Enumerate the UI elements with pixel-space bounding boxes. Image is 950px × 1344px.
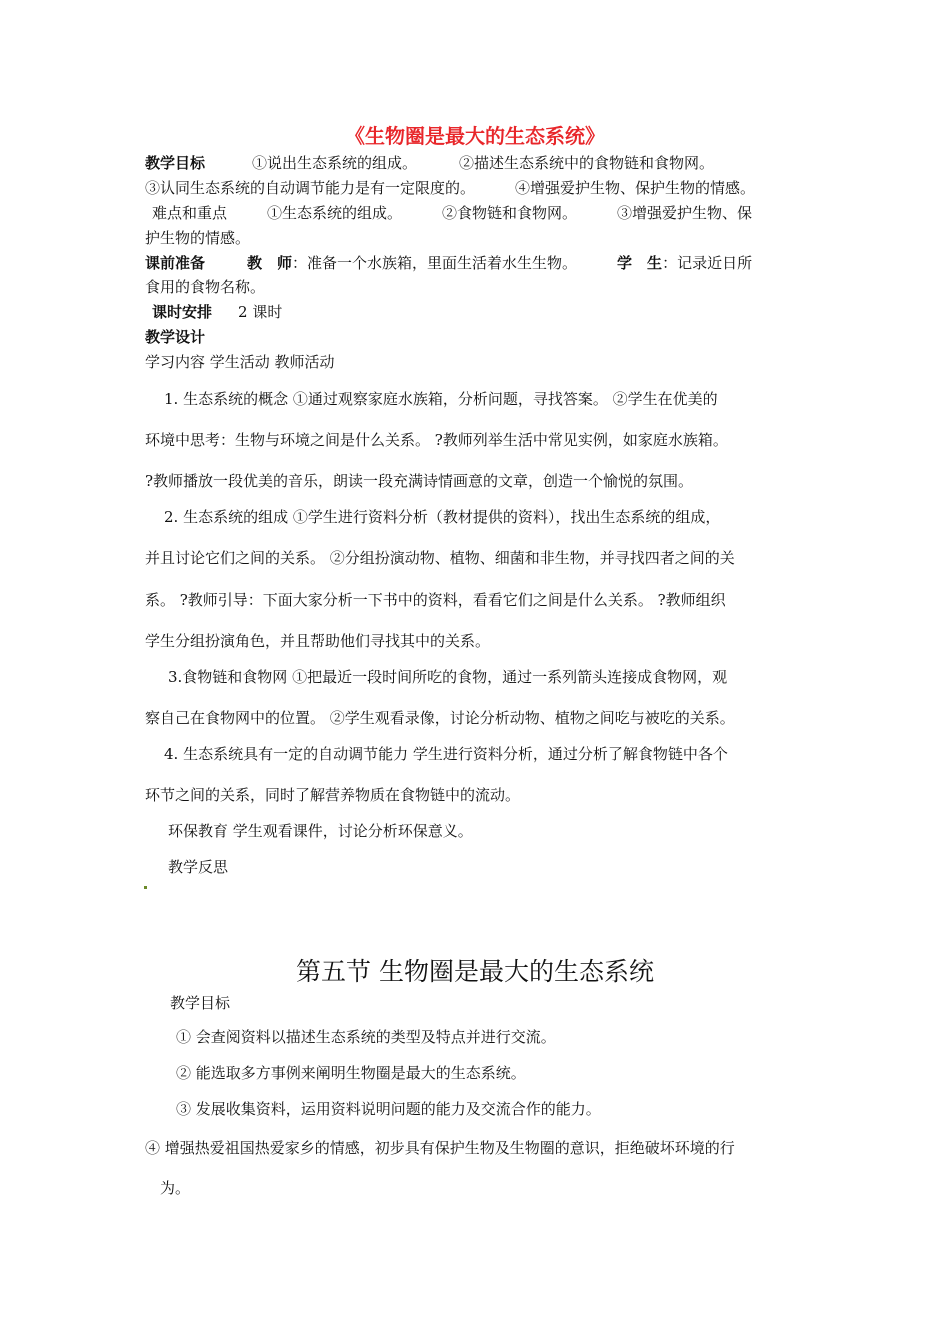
teacher-text: ：准备一个水族箱，里面生活着水生生物。 [292,254,578,272]
key-points-label: 难点和重点 [152,204,228,222]
schedule-value: 2 课时 [238,303,283,321]
section-2-title: 第五节 生物圈是最大的生态系统 [296,957,654,986]
paragraph-3-line-1: 3.食物链和食物网 ①把最近一段时间所吃的食物，通过一系列箭头连接成食物网，观 [168,668,728,686]
objectives-line-2 [145,177,755,198]
key-points-line [152,202,752,223]
student-label: 学 生 [617,254,663,272]
paragraph-2-line-4: 学生分组扮演角色，并且帮助他们寻找其中的关系。 [145,632,491,650]
paragraph-1-line-2: 环境中思考：生物与环境之间是什么关系。 ?教师列举生活中常见实例，如家庭水族箱。 [145,431,728,449]
student-text: ：记录近日所 [662,254,753,272]
paragraph-2-line-3: 系。 ?教师引导：下面大家分析一下书中的资料，看看它们之间是什么关系。 ?教师组织 [145,591,726,609]
objective-4: ④增强爱护生物、保护生物的情感。 [515,179,756,197]
document-title: 《生物圈是最大的生态系统》 [345,124,605,148]
objective-3: ③认同生态系统的自动调节能力是有一定限度的。 [145,179,476,197]
design-columns: 学习内容 学生活动 教师活动 [145,353,335,371]
paragraph-2-line-2: 并且讨论它们之间的关系。 ②分组扮演动物、植物、细菌和非生物，并寻找四者之间的关 [145,549,735,567]
paragraph-4-line-1: 4. 生态系统具有一定的自动调节能力 学生进行资料分析，通过分析了解食物链中各个 [164,745,728,763]
teacher-label: 教 师 [247,254,293,272]
section-2-objective-2: ② 能选取多方事例来阐明生物圈是最大的生态系统。 [176,1064,526,1082]
section-2-objectives-label: 教学目标 [170,994,231,1012]
student-text-cont: 食用的食物名称。 [145,278,266,296]
key-point-3-cont: 护生物的情感。 [145,229,251,247]
key-point-1: ①生态系统的组成。 [267,204,403,222]
section-2-objective-1: ① 会查阅资料以描述生态系统的类型及特点并进行交流。 [176,1028,556,1046]
paragraph-2-line-1: 2. 生态系统的组成 ①学生进行资料分析（教材提供的资料），找出生态系统的组成， [164,508,721,526]
section-2-objective-4: ④ 增强热爱祖国热爱家乡的情感，初步具有保护生物及生物圈的意识，拒绝破坏环境的行 [145,1139,735,1157]
paragraph-1-line-1: 1. 生态系统的概念 ①通过观察家庭水族箱，分析问题，寻找答案。 ②学生在优美的 [164,390,718,408]
section-2-objective-3: ③ 发展收集资料，运用资料说明问题的能力及交流合作的能力。 [176,1100,601,1118]
schedule-label: 课时安排 [152,303,213,321]
objectives-label: 教学目标 [145,154,206,172]
paragraph-6: 教学反思 [168,858,229,876]
schedule-line [152,301,282,322]
key-point-2: ②食物链和食物网。 [442,204,578,222]
key-point-3: ③增强爱护生物、保 [617,204,753,222]
paragraph-1-line-3: ?教师播放一段优美的音乐，朗读一段充满诗情画意的文章，创造一个愉悦的氛围。 [145,472,694,490]
objectives-line [145,152,714,173]
objective-1: ①说出生态系统的组成。 [252,154,418,172]
paragraph-4-line-2: 环节之间的关系，同时了解营养物质在食物链中的流动。 [145,786,521,804]
paragraph-5: 环保教育 学生观看课件，讨论分析环保意义。 [168,822,473,840]
objective-2: ②描述生态系统中的食物链和食物网。 [459,154,715,172]
prep-line [145,252,752,273]
prep-label: 课前准备 [145,254,206,272]
stray-mark [144,886,147,889]
paragraph-3-line-2: 察自己在食物网中的位置。 ②学生观看录像，讨论分析动物、植物之间吃与被吃的关系。 [145,709,735,727]
design-label: 教学设计 [145,328,206,346]
section-2-objective-4-cont: 为。 [160,1179,191,1197]
